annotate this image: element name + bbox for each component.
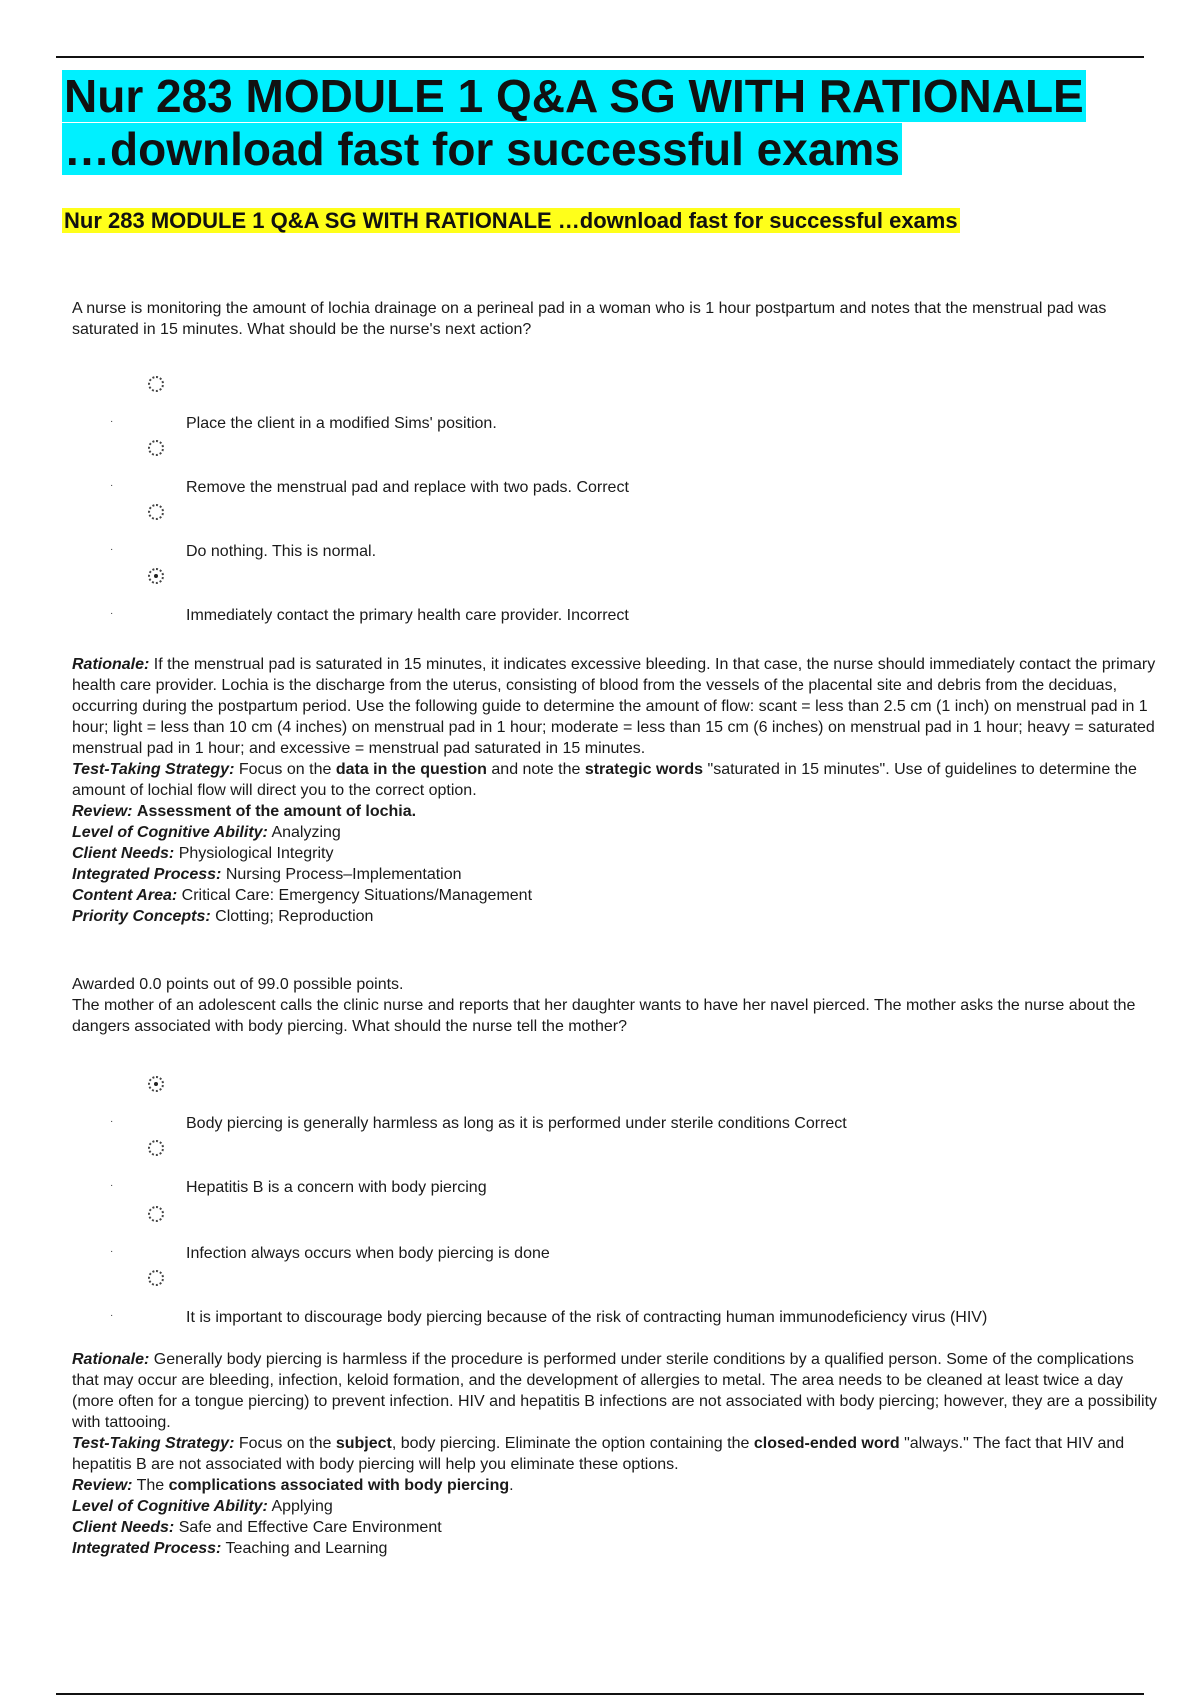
strategy-line	[72, 1433, 1162, 1475]
rationale-label: Rationale:	[72, 656, 150, 673]
review-line	[72, 801, 1162, 822]
option-label: Infection always occurs when body piercing is done	[186, 1245, 550, 1262]
strategy-text: Focus on the	[238, 761, 332, 778]
strategy-text: Focus on the	[238, 1435, 332, 1452]
question-1-stem: A nurse is monitoring the amount of lochia drainage on a perineal pad in a woman who is 1 hour postpartum and notes that the menstrual pad was saturated in 15 minutes. What should be the nurse's next action?	[72, 300, 1107, 338]
question-1-option-1[interactable]	[72, 372, 1162, 436]
radio-selected-icon[interactable]	[148, 568, 164, 584]
question-1-rationale	[72, 654, 1162, 927]
priority-line	[72, 906, 1162, 927]
strategy-emphasis: strategic words	[584, 761, 704, 778]
radio-icon[interactable]	[148, 1140, 164, 1156]
priority-value: Clotting; Reproduction	[215, 908, 374, 925]
rationale-text: Generally body piercing is harmless if the procedure is performed under sterile conditions by a qualified person. Some of the complications that may occur are bleeding, infection, keloid formation, and the development of allergies to metal. The area needs to be cleaned at least twice a day (more often for a tongue piercing) to prevent infection. HIV and hepatitis B infections are not associated with body piercing; however, they are a possibility with tattooing.	[72, 1351, 1158, 1431]
option-label: Immediately contact the primary health care provider. Incorrect	[186, 607, 629, 624]
process-value: Teaching and Learning	[225, 1540, 388, 1557]
option-label: Body piercing is generally harmless as long as it is performed under sterile conditions Correct	[186, 1115, 847, 1132]
question-2-option-1[interactable]	[72, 1072, 1162, 1136]
strategy-text: , body piercing. Eliminate the option containing the	[391, 1435, 750, 1452]
level-line	[72, 822, 1162, 843]
strategy-label: Test-Taking Strategy:	[72, 761, 235, 778]
rationale-label: Rationale:	[72, 1351, 150, 1368]
bullet-icon: ·	[110, 608, 114, 619]
process-value: Nursing Process–Implementation	[225, 866, 462, 883]
review-text: Assessment of the amount of lochia.	[136, 803, 417, 820]
content-line	[72, 885, 1162, 906]
strategy-emphasis: closed-ended word	[753, 1435, 900, 1452]
bullet-icon: ·	[110, 1246, 114, 1257]
needs-value: Physiological Integrity	[178, 845, 334, 862]
strategy-text: and note the	[491, 761, 581, 778]
question-2	[72, 974, 1162, 1037]
question-2-awarded: Awarded 0.0 points out of 99.0 possible points.	[72, 976, 404, 993]
review-label: Review:	[72, 1477, 133, 1494]
page-title	[62, 70, 1152, 176]
needs-value: Safe and Effective Care Environment	[178, 1519, 442, 1536]
bullet-icon: ·	[110, 1310, 114, 1321]
content-value: Critical Care: Emergency Situations/Management	[181, 887, 533, 904]
needs-label: Client Needs:	[72, 1519, 175, 1536]
question-2-rationale	[72, 1349, 1162, 1559]
priority-label: Priority Concepts:	[72, 908, 211, 925]
strategy-label: Test-Taking Strategy:	[72, 1435, 235, 1452]
level-value: Applying	[271, 1498, 333, 1515]
content-label: Content Area:	[72, 887, 178, 904]
bullet-icon: ·	[110, 1116, 114, 1127]
radio-icon[interactable]	[148, 376, 164, 392]
needs-line	[72, 1517, 1162, 1538]
bullet-icon: ·	[110, 480, 114, 491]
subtitle	[62, 207, 960, 235]
needs-label: Client Needs:	[72, 845, 175, 862]
rationale-text: If the menstrual pad is saturated in 15 minutes, it indicates excessive bleeding. In that case, the nurse should immediately contact the primary health care provider. Lochia is the discharge from the uterus, consisting of blood from the vessels of the placental site and debris from the deciduas, occurring during the postpartum period. Use the following guide to determine the amount of flow: scant = less than 2.5 cm (1 inch) on menstrual pad in 1 hour; light = less than 10 cm (4 inches) on menstrual pad in 1 hour; moderate = less than 15 cm (6 inches) on menstrual pad in 1 hour; heavy = saturated menstrual pad in 1 hour; and excessive = menstrual pad saturated in 15 minutes.	[72, 656, 1156, 757]
bullet-icon: ·	[110, 416, 114, 427]
review-post: .	[509, 1477, 514, 1494]
option-label: Do nothing. This is normal.	[186, 543, 377, 560]
top-rule	[56, 56, 1144, 58]
needs-line	[72, 843, 1162, 864]
radio-icon[interactable]	[148, 1206, 164, 1222]
question-2-stem: The mother of an adolescent calls the clinic nurse and reports that her daughter wants to have her navel pierced. The mother asks the nurse about the dangers associated with body piercing. What should the nurse tell the mother?	[72, 997, 1136, 1035]
process-line	[72, 864, 1162, 885]
process-line	[72, 1538, 1162, 1559]
title-line-1: Nur 283 MODULE 1 Q&A SG WITH RATIONALE	[64, 70, 1084, 122]
question-1-option-3[interactable]	[72, 500, 1162, 564]
strategy-text: "always." The fact that HIV and hepatitis B are not associated with body piercing will help you eliminate these options.	[72, 1435, 1125, 1473]
question-1-option-4[interactable]	[72, 564, 1162, 628]
strategy-text: "saturated in 15 minutes". Use of guidelines to determine the amount of lochial flow will direct you to the correct option.	[72, 761, 1137, 799]
title-line-2: …download fast for successful exams	[64, 123, 900, 175]
review-pre: The	[132, 1477, 165, 1494]
radio-icon[interactable]	[148, 1270, 164, 1286]
option-label: It is important to discourage body piercing because of the risk of contracting human immunodeficiency virus (HIV)	[186, 1309, 988, 1326]
subtitle-text: Nur 283 MODULE 1 Q&A SG WITH RATIONALE …download fast for successful exams	[64, 208, 958, 233]
level-label: Level of Cognitive Ability:	[72, 1498, 268, 1515]
bottom-rule	[56, 1693, 1144, 1695]
bullet-icon: ·	[110, 1180, 114, 1191]
question-1-option-2[interactable]	[72, 436, 1162, 500]
option-label: Hepatitis B is a concern with body piercing	[186, 1179, 487, 1196]
bullet-icon: ·	[110, 544, 114, 555]
level-line	[72, 1496, 1162, 1517]
question-2-option-3[interactable]	[72, 1202, 1162, 1266]
strategy-line	[72, 759, 1162, 801]
radio-selected-icon[interactable]	[148, 1076, 164, 1092]
level-value: Analyzing	[271, 824, 341, 841]
question-1	[72, 298, 1162, 340]
question-2-option-2[interactable]	[72, 1136, 1162, 1200]
process-label: Integrated Process:	[72, 866, 222, 883]
question-2-option-4[interactable]	[72, 1266, 1162, 1330]
strategy-emphasis: data in the question	[335, 761, 487, 778]
radio-icon[interactable]	[148, 504, 164, 520]
strategy-emphasis: subject	[335, 1435, 392, 1452]
level-label: Level of Cognitive Ability:	[72, 824, 268, 841]
radio-icon[interactable]	[148, 440, 164, 456]
option-label: Remove the menstrual pad and replace with two pads. Correct	[186, 479, 629, 496]
review-text: complications associated with body piercing	[168, 1477, 510, 1494]
review-line	[72, 1475, 1162, 1496]
review-label: Review:	[72, 803, 133, 820]
process-label: Integrated Process:	[72, 1540, 222, 1557]
option-label: Place the client in a modified Sims' position.	[186, 415, 497, 432]
